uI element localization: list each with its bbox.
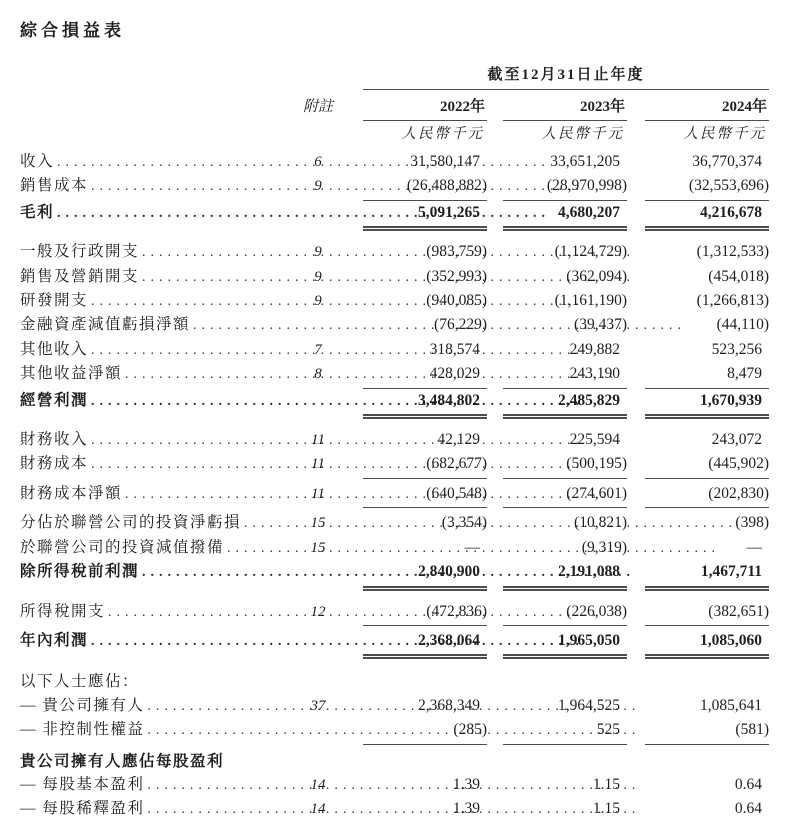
row-value: 1,964,525 — [558, 696, 620, 714]
row-note: 14 — [310, 776, 326, 793]
row-value: 0.64 — [734, 775, 762, 793]
table-row — [20, 560, 789, 590]
row-note: 9 — [314, 293, 322, 310]
row-value: 33,651,205 — [550, 153, 620, 170]
table-row — [20, 362, 789, 388]
row-value: 42,129 — [437, 431, 480, 449]
page-title: 綜合損益表 — [20, 21, 125, 40]
table-row — [20, 750, 789, 773]
row-label — [20, 174, 283, 198]
table-row — [20, 511, 789, 535]
row-label-text: 年內利潤 — [20, 631, 89, 649]
row-note: 15 — [310, 515, 326, 532]
row-note: 9 — [314, 268, 322, 285]
row-value: 2,368,349 — [418, 696, 480, 714]
row-value: — — [464, 538, 480, 556]
row-note: 9 — [314, 244, 322, 261]
period-header: 截至12月31日止年度 — [363, 66, 769, 90]
row-note: 15 — [310, 539, 326, 556]
row-value: (3,354) — [441, 514, 487, 532]
row-value: — — [746, 538, 762, 556]
row-label — [20, 240, 283, 264]
row-label-text: 除所得稅前利潤 — [20, 563, 140, 581]
row-value: (44,110) — [716, 316, 769, 334]
row-value: (1,312,533) — [696, 243, 769, 261]
row-value: (581) — [645, 718, 769, 744]
row-value: (39,437) — [574, 316, 627, 334]
row-label — [20, 536, 283, 560]
table-row — [20, 265, 789, 289]
row-label — [20, 694, 283, 718]
row-label-text: 其他收入 — [20, 340, 89, 358]
table-row — [20, 718, 789, 744]
row-value: (9,319) — [581, 538, 627, 556]
statement-rows — [20, 150, 789, 822]
table-row — [20, 797, 789, 821]
table-row — [20, 482, 789, 508]
row-label — [20, 670, 283, 693]
row-value: 1.15 — [592, 775, 620, 793]
table-row — [20, 150, 789, 174]
row-value: 4,216,678 — [645, 201, 769, 231]
row-label-text: 財務收入 — [20, 431, 89, 449]
row-label-text: 銷售成本 — [20, 177, 89, 195]
table-row — [20, 240, 789, 264]
currency-label-2024: 人民幣千元 — [683, 126, 766, 142]
row-value: 249,882 — [569, 340, 620, 358]
row-value: 1,965,050 — [503, 629, 627, 659]
table-row — [20, 313, 789, 337]
row-label — [20, 750, 283, 773]
currency-label-2022: 人民幣千元 — [401, 126, 484, 142]
row-label-text: 分佔於聯營公司的投資淨虧損 — [20, 514, 242, 532]
row-label-text: 一般及行政開支 — [20, 243, 140, 261]
row-value: 525 — [503, 718, 627, 744]
row-value: 243,072 — [711, 431, 762, 449]
row-value: (362,094) — [566, 267, 627, 285]
row-label-text: 財務成本淨額 — [20, 484, 123, 502]
row-value: (32,553,696) — [645, 174, 769, 200]
row-value: (226,038) — [503, 600, 627, 626]
row-label-text: — 每股稀釋盈利 — [20, 800, 145, 818]
row-value: 243,190 — [503, 362, 627, 388]
row-label — [20, 560, 283, 584]
currency-header-row — [20, 124, 789, 145]
row-label — [20, 389, 283, 413]
row-value: (382,651) — [645, 600, 769, 626]
row-label-text: 銷售及營銷開支 — [20, 267, 140, 285]
row-note: 12 — [310, 603, 326, 620]
row-value: (28,970,998) — [503, 174, 627, 200]
table-row — [20, 452, 789, 478]
row-note: 11 — [311, 432, 325, 449]
table-row — [20, 536, 789, 560]
table-row — [20, 773, 789, 797]
row-value: (1,124,729) — [554, 243, 627, 261]
row-value: 36,770,374 — [692, 153, 762, 170]
row-value: (1,161,190) — [554, 292, 627, 310]
row-value: (202,830) — [645, 482, 769, 508]
row-value: 1.39 — [452, 800, 480, 818]
table-row — [20, 289, 789, 313]
row-value: 2,485,829 — [503, 389, 627, 419]
row-value: 3,484,802 — [363, 389, 487, 419]
row-value: (983,759) — [426, 243, 487, 261]
row-value: 318,574 — [429, 340, 480, 358]
year-header-2022: 2022年 — [363, 97, 487, 121]
row-value: 8,479 — [645, 362, 769, 388]
row-value: 1,085,641 — [700, 696, 762, 714]
row-value: 0.64 — [734, 800, 762, 818]
row-note: 6 — [314, 154, 322, 170]
note-column-header: 附註 — [302, 99, 333, 115]
row-value: (1,266,813) — [696, 292, 769, 310]
row-label-text: 其他收益淨額 — [20, 365, 123, 383]
row-value: 2,191,088 — [503, 560, 627, 590]
row-value: 2,840,900 — [363, 560, 487, 590]
row-label — [20, 452, 283, 476]
row-label — [20, 718, 283, 742]
row-value: 523,256 — [711, 340, 762, 358]
row-label — [20, 313, 283, 337]
table-row — [20, 338, 789, 362]
row-value: 2,368,064 — [363, 629, 487, 659]
row-label — [20, 482, 283, 506]
row-label-text: 毛利 — [20, 203, 55, 221]
row-label — [20, 150, 283, 174]
row-value: (682,677) — [363, 452, 487, 478]
year-header-2024: 2024年 — [645, 97, 769, 121]
table-row — [20, 600, 789, 626]
table-row — [20, 201, 789, 231]
row-label — [20, 629, 283, 653]
row-value: 225,594 — [569, 431, 620, 449]
row-note: 11 — [311, 456, 325, 473]
row-label-text: — 非控制性權益 — [20, 721, 145, 739]
table-row — [20, 670, 789, 693]
row-value: (640,548) — [363, 482, 487, 508]
row-label-text: 研發開支 — [20, 292, 89, 310]
row-note: 37 — [310, 697, 326, 714]
row-value: (285) — [363, 718, 487, 744]
row-note: 11 — [311, 485, 325, 502]
row-label-text: — 每股基本盈利 — [20, 775, 145, 793]
currency-label-2023: 人民幣千元 — [541, 126, 624, 142]
row-label — [20, 338, 283, 362]
table-row — [20, 428, 789, 452]
row-value: 1.39 — [452, 775, 480, 793]
row-label — [20, 428, 283, 452]
row-value: 31,580,147 — [410, 153, 480, 170]
row-value: (398) — [735, 514, 769, 532]
row-label — [20, 289, 283, 313]
row-label-text: 所得稅開支 — [20, 602, 106, 620]
row-label-text: 貴公司擁有人應佔每股盈利 — [20, 752, 225, 770]
row-value: 5,091,265 — [363, 201, 487, 231]
row-label — [20, 511, 283, 535]
row-label-text: — 貴公司擁有人 — [20, 696, 145, 714]
row-label-text: 財務成本 — [20, 455, 89, 473]
row-label — [20, 362, 283, 386]
row-value: (274,601) — [503, 482, 627, 508]
row-value: 428,029 — [363, 362, 487, 388]
table-row — [20, 694, 789, 718]
year-header-row — [20, 97, 789, 121]
row-label — [20, 201, 283, 225]
row-value: (454,018) — [708, 267, 769, 285]
row-label-text: 以下人士應佔： — [20, 673, 140, 691]
table-row — [20, 174, 789, 200]
row-value: (940,085) — [426, 292, 487, 310]
row-value: (500,195) — [503, 452, 627, 478]
row-value: 1.15 — [592, 800, 620, 818]
row-value: (10,821) — [574, 514, 627, 532]
row-note: 8 — [314, 366, 322, 383]
row-note: 9 — [314, 178, 322, 195]
row-value: (26,488,882) — [363, 174, 487, 200]
row-value: (352,993) — [426, 267, 487, 285]
row-label — [20, 265, 283, 289]
row-value: 4,680,207 — [503, 201, 627, 231]
row-value: (76,229) — [434, 316, 487, 334]
row-value: (472,836) — [363, 600, 487, 626]
row-label — [20, 797, 283, 821]
row-label-text: 經營利潤 — [20, 391, 89, 409]
row-value: 1,670,939 — [645, 389, 769, 419]
row-label-text: 收入 — [20, 153, 55, 170]
row-label — [20, 600, 283, 624]
row-value: 1,467,711 — [645, 560, 769, 590]
table-row — [20, 389, 789, 419]
row-label — [20, 773, 283, 797]
year-header-2023: 2023年 — [503, 97, 627, 121]
table-row — [20, 629, 789, 659]
row-value: (445,902) — [645, 452, 769, 478]
row-label-text: 金融資產減值虧損淨額 — [20, 316, 191, 334]
row-note: 14 — [310, 801, 326, 818]
row-note: 7 — [314, 341, 322, 358]
row-label-text: 於聯營公司的投資減值撥備 — [20, 538, 225, 556]
row-value: 1,085,060 — [645, 629, 769, 659]
